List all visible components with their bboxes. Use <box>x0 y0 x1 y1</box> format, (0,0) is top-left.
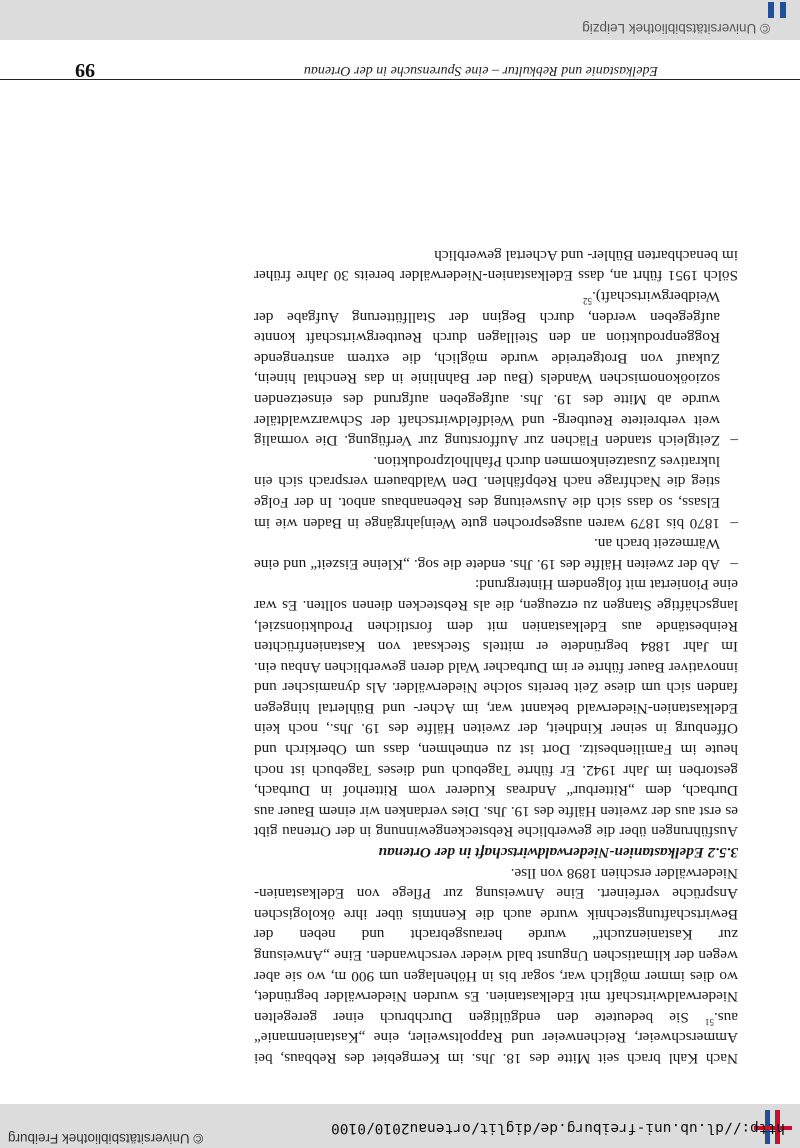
list-item-text: 1870 bis 1879 waren ausgesprochen gute Weinjahrgänge in Baden wie im Elsass, so dass sich die Ausweitung des Rebenanbaus anbot. In der Folge stieg die Nachfrage nach Rebpfählen. Den Waldbauern versprach sich ein lukratives Zusatzeinkommen durch Pfahlholzproduktion. <box>254 452 720 532</box>
page-number: 99 <box>75 59 95 81</box>
page-url[interactable]: http://dl.ub.uni-freiburg.de/diglit/ortenau2010/0100 <box>331 1120 785 1136</box>
logo-bar-blue <box>780 2 786 18</box>
footnote-52[interactable]: 52 <box>583 296 593 307</box>
viewer-top-bar <box>0 1104 800 1148</box>
list-item <box>254 533 738 574</box>
running-title: Edelkastanie und Rebkultur – eine Spurensuche in der Ortenau <box>303 63 658 78</box>
page-body <box>254 244 738 1068</box>
paragraph-1: Nach Kahl brach seit Mitte des 18. Jhs. im Kerngebiet des Rebbaus, bei Ammerschweier, Reichenweier und Rappoltsweiler, eine „Kastanienmanie“ aus.$^{51}$ Sie bedeutete den endgültigen Durchbruch einer geregelten Niederwaldwirtschaft mit Edelkastanien. Es wurden Niederwälder begründet, wo dies immer möglich war, sogar bis in Höhenlagen um 900 m, wo sie aber wegen der klimatischen Ungunst bald wieder verschwanden. Eine „Anweisung zur Kastanienzucht“ wurde herausgebracht und neben der Bewirtschaftungstechnik wurde auch die Kenntnis über ihre ökologischen Ansprüche verfeinert. Eine Anweisung zur Pflege von Edelkastanien-Niederwälder erschien 1898 von Ilse. <box>254 864 738 1067</box>
paragraph-2: Ausführungen über die gewerbliche Rebsteckengewinnung in der Ortenau gibt es erst aus der zweiten Hälfte des 19. Jhs. Dies verdanken wir einem Bauer aus Durbach, dem „Ritterbur“ Andreas Kuderer vom Ritterhof in Durbach, gestorben im Jahr 1942. Er führte Tagebuch und dieses Tagebuch ist noch heute im Familienbesitz. Dort ist zu entnehmen, dass um Oberkirch und Offenburg in seiner Kindheit, der zweiten Hälfte des 19. Jhs., noch kein Edelkastanien-Niederwald bekannt war, im Acher- und Bühlertal hingegen fanden sich um diese Zeit bereits solche Niederwälder. Als dynamischer und innovativer Bauer führte er im Durbacher Wald deren gewerblichen Anbau ein. Im Jahr 1884 begründete er mittels Stecksaat von Kastanienfrüchten Reinbestände aus Edelkastanien mit dem forstlichen Produktionsziel, langschäftige Stangen zu erzeugen, die als Rebstecken dienen sollten. Es war eine Pioniertat mit folgendem Hintergrund: <box>254 576 738 841</box>
dash-marker: – <box>730 555 738 573</box>
section-heading: 3.5.2 Edelkastanien-Niederwaldwirtschaft in der Ortenau <box>378 844 738 862</box>
paragraph-3: Sölch 1951 führt an, dass Edelkastanien-Niederwälder bereits 30 Jahre früher im benachbarten Bühler- und Achertal gewerblich <box>254 246 738 285</box>
ub-logo-icon <box>748 0 800 40</box>
list-item-text: Ab der zweiten Hälfte des 19. Jhs. endete die sog. „Kleine Eiszeit“ und eine Wärmezeit brach an. <box>254 535 720 573</box>
ub-leipzig-logo <box>748 0 800 40</box>
copyright-leipzig: © Universitätsbibliothek Leipzig <box>582 21 770 36</box>
footnote-51[interactable]: 51 <box>704 1016 714 1027</box>
logo-bar-blue <box>768 2 774 18</box>
list-item-text: Zeitgleich standen Flächen zur Aufforstung zur Verfügung. Die vormalig weit verbreitete Reutberg- und Weidfeldwirtschaft der Schwarzwaldtäler wurde ab Mitte des 19. Jhs. aufgegeben aufgrund des einsetzenden sozioökonomischen Wandels (Bau der Bahnlinie in das Renchtal hinein, Zukauf von Brotgetreide wurde möglich, die extrem anstrengende Roggenproduktion an den Steillagen durch Reutbergwirtschaft konnte aufgegeben werden, durch Beginn der Stallfütterung Aufgabe der Weidbergwirtschaft).$^{52}$ <box>254 288 720 450</box>
running-header <box>0 40 800 80</box>
list-item <box>254 285 738 450</box>
viewer-bottom-bar <box>0 0 800 40</box>
copyright-freiburg: © Universitätsbibliothek Freiburg <box>8 1131 204 1146</box>
list-item <box>254 450 738 532</box>
dash-marker: – <box>730 432 738 450</box>
dash-marker: – <box>730 514 738 532</box>
header-rule <box>0 79 800 80</box>
